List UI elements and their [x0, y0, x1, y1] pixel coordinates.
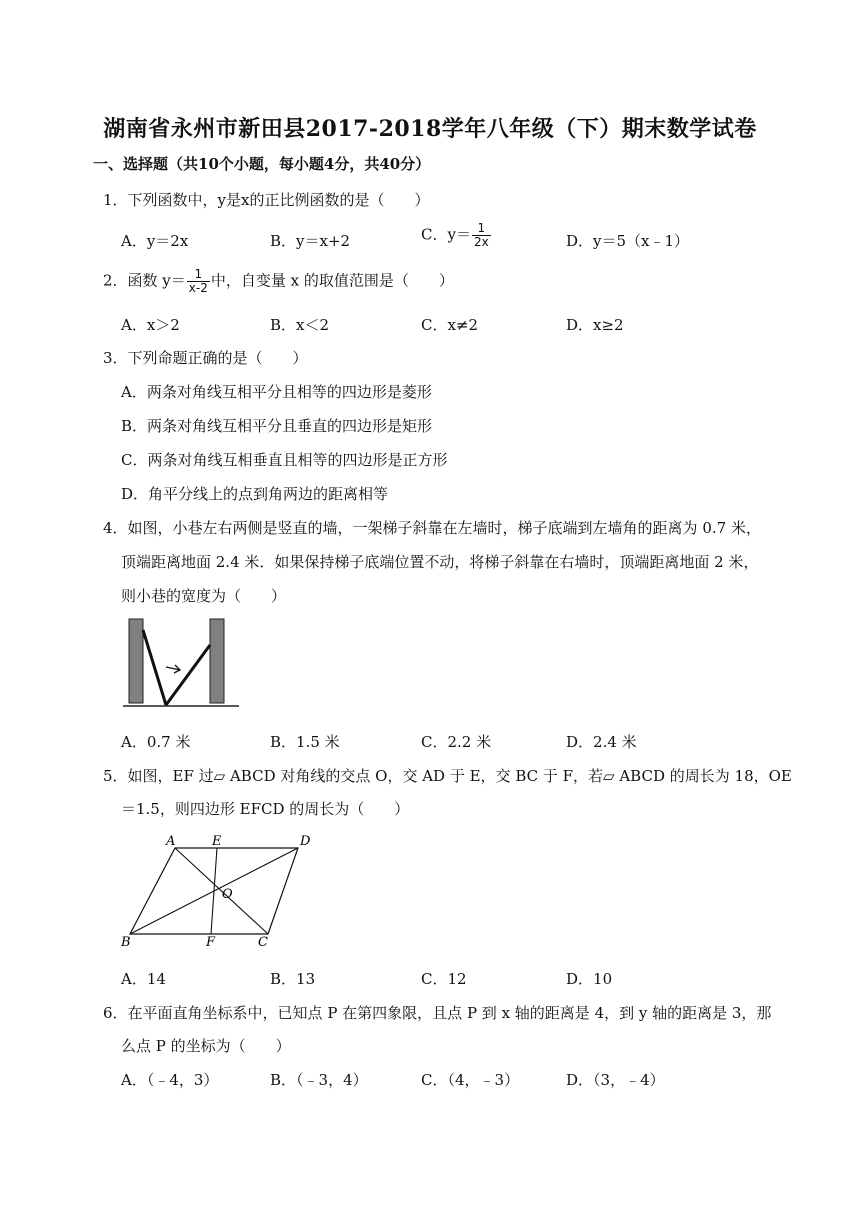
q1-option-c	[421, 222, 492, 249]
q4-option-c: C．2.2 米	[421, 733, 492, 751]
ladder-figure	[121, 615, 241, 711]
label-e: E	[212, 834, 222, 849]
question-5-line-2: ＝1.5，则四边形 EFCD 的周长为（ ）	[121, 800, 410, 818]
right-wall	[210, 619, 224, 703]
question-2-stem	[103, 268, 454, 295]
question-4-line-2: 顶端距离地面 2.4 米．如果保持梯子底端位置不动，将梯子斜靠在右墙时，顶端距离地面 2 米，	[121, 553, 759, 571]
question-3-stem: 3．下列命题正确的是（ ）	[103, 349, 308, 367]
ladder-right-position	[166, 645, 210, 705]
question-6-line-2: 么点 P 的坐标为（ ）	[121, 1037, 291, 1055]
q6-option-d: D．（3，﹣4）	[566, 1071, 665, 1089]
page-title: 湖南省永州市新田县2017-2018学年八年级（下）期末数学试卷	[103, 116, 757, 142]
label-a: A	[166, 834, 176, 849]
parallelogram-figure	[118, 828, 318, 950]
q1-option-b: B．y＝x+2	[270, 232, 351, 250]
label-f: F	[206, 935, 216, 950]
q1-option-c-label: C．y＝	[421, 225, 471, 244]
q4-option-d: D．2.4 米	[566, 733, 637, 751]
q1-fraction	[472, 222, 491, 249]
q4-option-b: B．1.5 米	[270, 733, 340, 751]
left-wall	[129, 619, 143, 703]
q2-option-a: A．x＞2	[121, 316, 180, 334]
q3-option-c: C．两条对角线互相垂直且相等的四边形是正方形	[121, 451, 448, 469]
q5-option-c: C．12	[421, 970, 467, 988]
label-c: C	[258, 935, 268, 950]
q2-option-d: D．x≥2	[566, 316, 624, 334]
q3-option-b: B．两条对角线互相平分且垂直的四边形是矩形	[121, 417, 433, 435]
q4-option-a: A．0.7 米	[121, 733, 191, 751]
question-5-line-1: 5．如图，EF 过▱ ABCD 对角线的交点 O，交 AD 于 E，交 BC 于 F，若▱ ABCD 的周长为 18，OE	[103, 767, 792, 785]
question-6-line-1: 6．在平面直角坐标系中，已知点 P 在第四象限，且点 P 到 x 轴的距离是 4，到 y 轴的距离是 3，那	[103, 1004, 772, 1022]
q2-option-b: B．x＜2	[270, 316, 330, 334]
question-1-stem: 1．下列函数中，y是x的正比例函数的是（ ）	[103, 191, 430, 209]
q3-option-d: D．角平分线上的点到角两边的距离相等	[121, 485, 389, 503]
label-o: O	[222, 887, 233, 902]
segment-ef	[211, 848, 217, 934]
q1-fraction-denominator: 2x	[473, 235, 489, 249]
label-b: B	[121, 935, 131, 950]
q6-option-b: B．（﹣3，4）	[270, 1071, 368, 1089]
q2-option-c: C．x≠2	[421, 316, 479, 334]
q1-fraction-numerator: 1	[472, 222, 491, 236]
section-heading: 一、选择题（共10个小题，每小题4分，共40分）	[93, 155, 431, 173]
q1-option-d: D．y＝5（x﹣1）	[566, 232, 690, 250]
q2-stem-pre: 2．函数 y＝	[103, 271, 186, 290]
question-4-line-3: 则小巷的宽度为（ ）	[121, 587, 287, 605]
q6-option-a: A．（﹣4，3）	[121, 1071, 219, 1089]
q1-option-a: A．y＝2x	[121, 232, 189, 250]
q5-option-a: A．14	[121, 970, 166, 988]
q2-stem-post: 中，自变量 x 的取值范围是（ ）	[210, 271, 454, 290]
q5-option-b: B．13	[270, 970, 316, 988]
q6-option-c: C．（4，﹣3）	[421, 1071, 520, 1089]
q2-fraction-numerator: 1	[187, 268, 210, 282]
question-4-line-1: 4．如图，小巷左右两侧是竖直的墙，一架梯子斜靠在左墙时，梯子底端到左墙角的距离为 0.7 米，	[103, 519, 761, 537]
q2-fraction-denominator: x-2	[188, 281, 208, 295]
ladder-left-position	[143, 630, 166, 705]
q2-fraction	[187, 268, 210, 295]
q3-option-a: A．两条对角线互相平分且相等的四边形是菱形	[121, 383, 432, 401]
q5-option-d: D．10	[566, 970, 613, 988]
label-d: D	[300, 834, 311, 849]
